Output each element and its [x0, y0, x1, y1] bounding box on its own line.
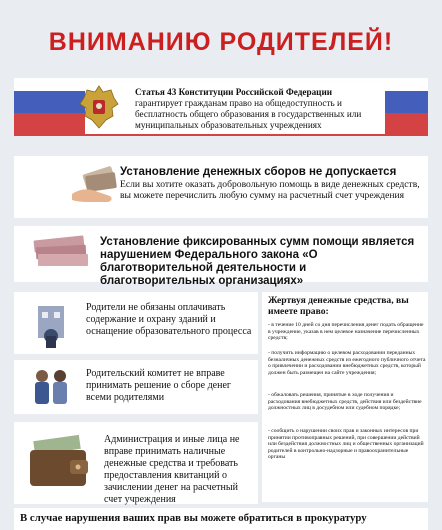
block-fixed-sums-heading: Установление фиксированных сумм помощи является нарушением Федерального закона «О благотворительной деятельности и благотворительных организациях» [100, 236, 415, 287]
parents-committee-icon [26, 362, 76, 412]
hand-money-icon [70, 160, 120, 208]
coat-of-arms-icon [78, 82, 120, 132]
block-no-fees-content [120, 166, 420, 201]
rights-item-4: - сообщить о нарушении своих прав и законных интересов при принятии противоправных решений, при совершении действий или бездействия должностных лиц и общественных организаций родителей в контрольно-надзорные и правоохранительные органы [268, 428, 424, 461]
left-item-1-text: Родители не обязаны оплачивать содержание и охрану зданий и оснащение образовательного процесса [86, 302, 252, 337]
rights-title: Жертвуя денежные средства, вы имеете право: [268, 295, 409, 317]
block-no-fees-text: Если вы хотите оказать добровольную помощь в виде денежных средств, вы можете перечислить любую сумму на расчетный счет учреждения [120, 179, 420, 201]
left-item-3-text: Администрация и иные лица не вправе принимать наличные денежные средства и требовать предоставления квитанций о зачислении денег на расчетный счет учреждения [104, 434, 240, 505]
school-building-icon [26, 296, 76, 350]
rights-item-3: - обжаловать решения, принятые в ходе получения и расходования внебюджетных средств, действия или бездействие должностных лиц в досудебном или судебном порядке; [268, 392, 422, 412]
constitution-article-title: Статья 43 Конституции Российской Федерации [135, 87, 333, 97]
footer-text: В случае нарушения ваших прав вы можете обратиться в прокуратуру [20, 512, 367, 524]
page-title: ВНИМАНИЮ РОДИТЕЛЕЙ! [48, 28, 394, 56]
rights-item-1: - в течение 10 дней со дня перечисления денег подать обращение в учреждение, указав в нем целевое назначение перечисленных средств; [268, 322, 424, 342]
constitution-article [135, 87, 395, 131]
rights-item-2: - получить информацию о целевом расходовании переданных безналичных денежных средств из ежегодного публичного отчета о привлечении и расходовании внебюджетных средств, который должен быть размещен на сайте учреждения; [268, 350, 426, 376]
block-no-fees-heading: Установление денежных сборов не допускается [120, 166, 397, 178]
constitution-article-text: гарантирует гражданам право на общедоступность и бесплатность общего образования в государственных или муниципальных образовательных учреждениях [135, 98, 362, 130]
banknotes-icon [30, 232, 92, 274]
left-item-2-text: Родительский комитет не вправе принимать решение о сборе денег всеми родителями [86, 368, 231, 403]
wallet-icon [26, 432, 96, 492]
